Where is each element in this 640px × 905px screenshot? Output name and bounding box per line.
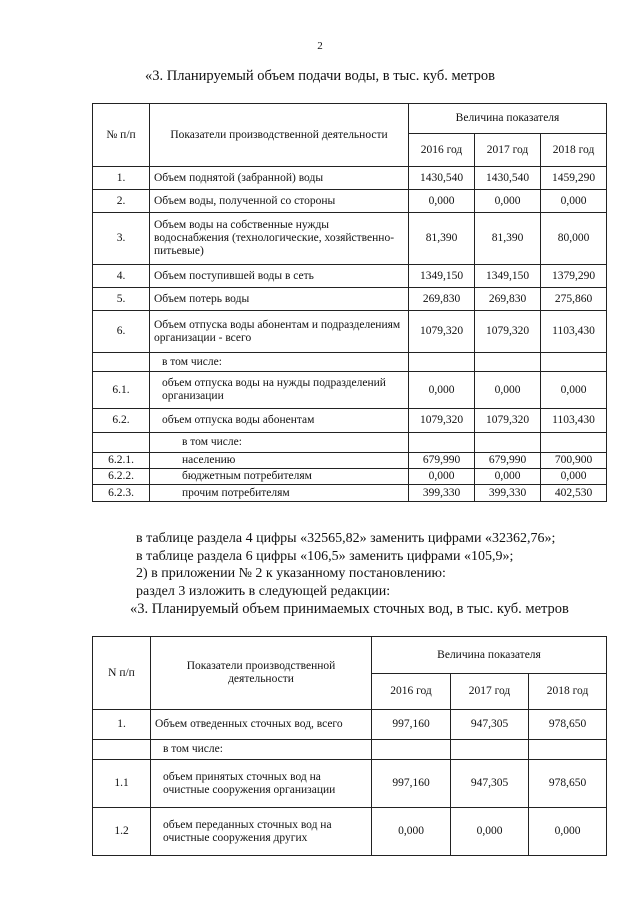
cell-value: 402,530 — [541, 485, 607, 502]
cell-value: 947,305 — [451, 710, 529, 740]
row-number: 6.2.2. — [93, 469, 150, 485]
col-header-year: 2016 год — [372, 674, 451, 710]
row-number: 6. — [93, 311, 150, 353]
cell-value: 399,330 — [409, 485, 475, 502]
cell-value: 997,160 — [372, 710, 451, 740]
water-table-title: «3. Планируемый объем подачи воды, в тыс. куб. метров — [145, 68, 495, 84]
row-number — [93, 433, 150, 453]
cell-value — [409, 433, 475, 453]
cell-value: 1349,150 — [475, 265, 541, 288]
cell-value: 1379,290 — [541, 265, 607, 288]
cell-value: 1079,320 — [409, 311, 475, 353]
cell-value — [409, 353, 475, 372]
table-row — [93, 469, 607, 485]
row-label: в том числе: — [150, 353, 409, 372]
cell-value: 1459,290 — [541, 167, 607, 190]
table-row — [93, 409, 607, 433]
row-number: 1.2 — [93, 808, 151, 856]
cell-value: 0,000 — [541, 372, 607, 409]
row-number — [93, 353, 150, 372]
col-header-value: Величина показателя — [409, 104, 607, 134]
cell-value: 0,000 — [372, 808, 451, 856]
cell-value — [529, 740, 607, 760]
cell-value: 269,830 — [475, 288, 541, 311]
cell-value: 679,990 — [409, 453, 475, 469]
cell-value — [475, 353, 541, 372]
cell-value: 1079,320 — [475, 311, 541, 353]
cell-value: 1430,540 — [409, 167, 475, 190]
table-row — [93, 740, 607, 760]
row-label: Объем отведенных сточных вод, всего — [151, 710, 372, 740]
row-label: Объем потерь воды — [150, 288, 409, 311]
cell-value — [451, 740, 529, 760]
row-label: объем отпуска воды на нужды подразделений организации — [150, 372, 409, 409]
paragraph: раздел 3 изложить в следующей редакции: — [136, 583, 391, 599]
table-row — [93, 167, 607, 190]
table-row — [93, 485, 607, 502]
table-row — [93, 760, 607, 808]
row-number: 6.2.1. — [93, 453, 150, 469]
row-label: в том числе: — [151, 740, 372, 760]
col-header-value: Величина показателя — [372, 637, 607, 674]
cell-value: 1103,430 — [541, 311, 607, 353]
row-label: объем переданных сточных вод на очистные сооружения других — [151, 808, 372, 856]
row-number: 1. — [93, 710, 151, 740]
wastewater-table — [92, 636, 607, 856]
cell-value — [541, 353, 607, 372]
col-header-indicators: Показатели производственной деятельности — [151, 637, 372, 710]
paragraph: в таблице раздела 6 цифры «106,5» заменить цифрами «105,9»; — [136, 548, 514, 564]
cell-value: 0,000 — [409, 372, 475, 409]
col-header-year: 2017 год — [475, 134, 541, 167]
cell-value: 399,330 — [475, 485, 541, 502]
row-label: в том числе: — [150, 433, 409, 453]
row-number: 1. — [93, 167, 150, 190]
cell-value: 0,000 — [475, 190, 541, 213]
row-label: Объем воды на собственные нужды водоснабжения (технологические, хозяйственно-питьевые) — [150, 213, 409, 265]
table-row — [93, 311, 607, 353]
table-row — [93, 433, 607, 453]
cell-value: 269,830 — [409, 288, 475, 311]
col-header-num: N п/п — [93, 637, 151, 710]
table-row — [93, 288, 607, 311]
cell-value: 1430,540 — [475, 167, 541, 190]
cell-value: 0,000 — [451, 808, 529, 856]
cell-value: 1103,430 — [541, 409, 607, 433]
row-label: объем принятых сточных вод на очистные сооружения организации — [151, 760, 372, 808]
col-header-year: 2016 год — [409, 134, 475, 167]
row-label: бюджетным потребителям — [150, 469, 409, 485]
cell-value: 947,305 — [451, 760, 529, 808]
cell-value: 0,000 — [475, 469, 541, 485]
cell-value: 997,160 — [372, 760, 451, 808]
table-row — [93, 190, 607, 213]
cell-value: 0,000 — [541, 469, 607, 485]
cell-value: 700,900 — [541, 453, 607, 469]
col-header-year: 2018 год — [529, 674, 607, 710]
cell-value: 0,000 — [541, 190, 607, 213]
col-header-num: № п/п — [93, 104, 150, 167]
row-number: 6.2.3. — [93, 485, 150, 502]
water-supply-table — [92, 103, 607, 502]
row-number: 3. — [93, 213, 150, 265]
cell-value: 978,650 — [529, 760, 607, 808]
table-row — [93, 453, 607, 469]
row-number: 6.2. — [93, 409, 150, 433]
paragraph: в таблице раздела 4 цифры «32565,82» заменить цифрами «32362,76»; — [136, 531, 556, 546]
cell-value: 1349,150 — [409, 265, 475, 288]
row-number: 1.1 — [93, 760, 151, 808]
row-label: населению — [150, 453, 409, 469]
cell-value: 1079,320 — [475, 409, 541, 433]
cell-value: 1079,320 — [409, 409, 475, 433]
cell-value: 80,000 — [541, 213, 607, 265]
cell-value — [372, 740, 451, 760]
table-row — [93, 213, 607, 265]
cell-value: 978,650 — [529, 710, 607, 740]
page-number: 2 — [317, 40, 323, 52]
row-number: 6.1. — [93, 372, 150, 409]
col-header-year: 2018 год — [541, 134, 607, 167]
row-number: 2. — [93, 190, 150, 213]
col-header-indicators: Показатели производственной деятельности — [150, 104, 409, 167]
row-label: Объем воды, полученной со стороны — [150, 190, 409, 213]
cell-value — [541, 433, 607, 453]
row-number: 5. — [93, 288, 150, 311]
cell-value: 0,000 — [409, 469, 475, 485]
wastewater-table-title: «3. Планируемый объем принимаемых сточных вод, в тыс. куб. метров — [130, 601, 569, 617]
cell-value: 0,000 — [409, 190, 475, 213]
row-number: 4. — [93, 265, 150, 288]
row-label: Объем поступившей воды в сеть — [150, 265, 409, 288]
row-number — [93, 740, 151, 760]
cell-value: 0,000 — [475, 372, 541, 409]
cell-value: 81,390 — [475, 213, 541, 265]
row-label: объем отпуска воды абонентам — [150, 409, 409, 433]
cell-value — [475, 433, 541, 453]
row-label: прочим потребителям — [150, 485, 409, 502]
paragraph: 2) в приложении № 2 к указанному постановлению: — [136, 566, 446, 581]
col-header-year: 2017 год — [451, 674, 529, 710]
cell-value: 0,000 — [529, 808, 607, 856]
amendment-text — [136, 530, 616, 600]
cell-value: 275,860 — [541, 288, 607, 311]
cell-value: 81,390 — [409, 213, 475, 265]
row-label: Объем поднятой (забранной) воды — [150, 167, 409, 190]
cell-value: 679,990 — [475, 453, 541, 469]
table-row — [93, 353, 607, 372]
table-row — [93, 808, 607, 856]
row-label: Объем отпуска воды абонентам и подразделениям организации - всего — [150, 311, 409, 353]
table-row — [93, 710, 607, 740]
table-row — [93, 372, 607, 409]
table-row — [93, 265, 607, 288]
